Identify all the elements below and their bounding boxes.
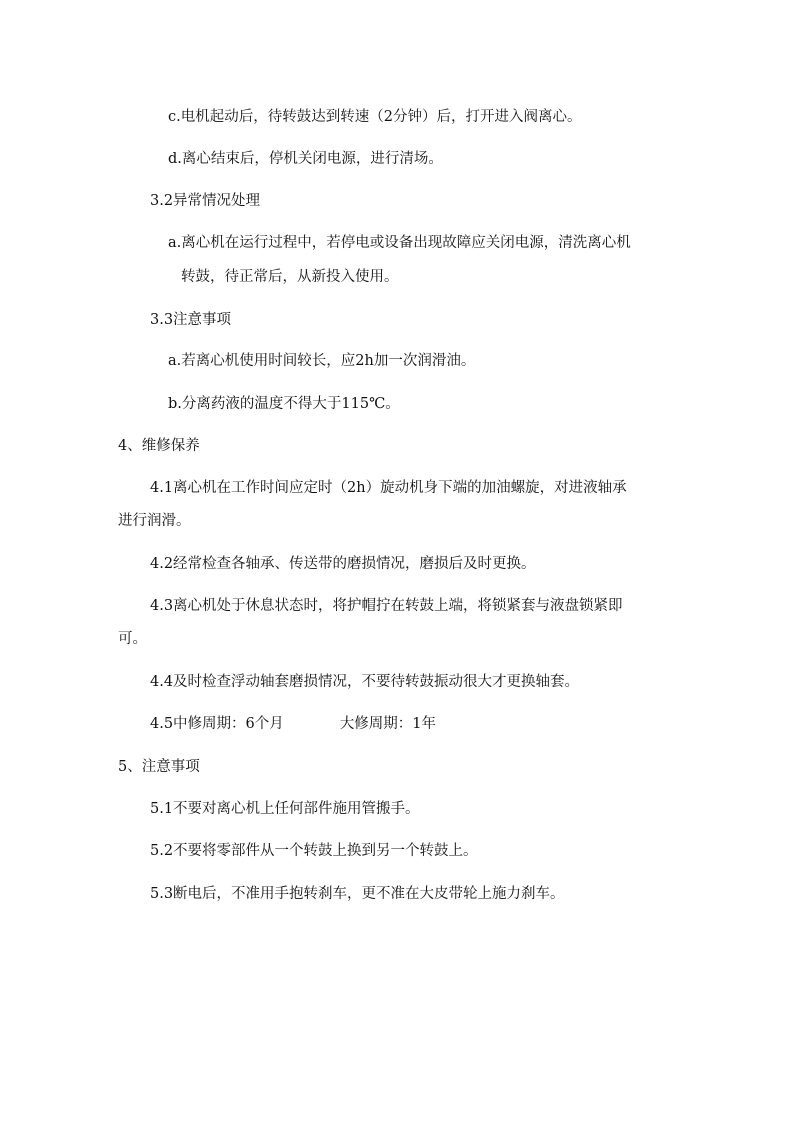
step-d: d.离心结束后，停机关闭电源，进行清场。	[168, 151, 443, 167]
para-4-4: 4.4及时检查浮动轴套磨损情况，不要待转鼓振动很大才更换轴套。	[150, 674, 580, 690]
para-5-1: 5.1不要对离心机上任何部件施用管搬手。	[150, 801, 420, 817]
para-4-2: 4.2经常检查各轴承、传送带的磨损情况，磨损后及时更换。	[150, 556, 536, 572]
para-4-5	[150, 714, 436, 734]
heading-3-3: 3.3注意事项	[150, 312, 232, 328]
item-3-2-a: a.离心机在运行过程中，若停电或设备出现故障应关闭电源，清洗离心机	[168, 235, 631, 251]
para-4-5-minor: 4.5中修周期：6个月	[150, 716, 284, 732]
heading-5: 5、注意事项	[118, 759, 200, 775]
step-c: c.电机起动后，待转鼓达到转速（2分钟）后，打开进入阀离心。	[168, 109, 582, 125]
para-4-1: 4.1离心机在工作时间应定时（2h）旋动机身下端的加油螺旋，对进液轴承	[150, 480, 627, 496]
heading-4: 4、维修保养	[118, 438, 200, 454]
item-3-3-b: b.分离药液的温度不得大于115℃。	[168, 396, 400, 412]
item-3-2-a-cont: 转鼓，待正常后，从新投入使用。	[181, 269, 399, 285]
para-4-3: 4.3离心机处于休息状态时，将护帽拧在转鼓上端，将锁紧套与液盘锁紧即	[150, 598, 623, 614]
heading-3-2: 3.2异常情况处理	[150, 193, 261, 209]
item-3-3-a: a.若离心机使用时间较长，应2h加一次润滑油。	[168, 353, 476, 369]
para-4-1-cont: 进行润滑。	[118, 513, 191, 529]
para-4-5-major: 大修周期：1年	[339, 716, 437, 732]
para-5-3: 5.3断电后，不准用手抱转刹车，更不准在大皮带轮上施力刹车。	[150, 886, 565, 902]
para-4-3-cont: 可。	[118, 631, 147, 647]
para-5-2: 5.2不要将零部件从一个转鼓上换到另一个转鼓上。	[150, 843, 478, 859]
